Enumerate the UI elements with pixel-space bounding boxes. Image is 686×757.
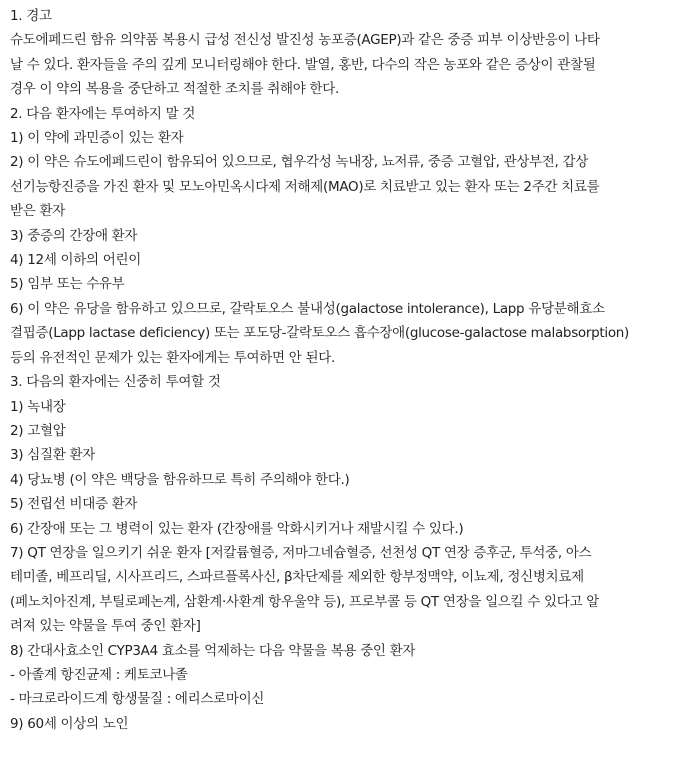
list-item: 3) 심질환 환자: [10, 447, 95, 464]
section-heading-warning: 1. 경고: [10, 8, 52, 24]
list-item: 9) 60세 이상의 노인: [10, 715, 129, 732]
list-item: 2) 고혈압: [10, 422, 66, 439]
sub-list-item: - 아졸계 항진균제 : 케토코나졸: [10, 666, 188, 683]
list-item: 6) 간장애 또는 그 병력이 있는 환자 (간장애를 악화시키거나 재발시킬 수 있다.): [10, 520, 464, 537]
list-item: 8) 간대사효소인 CYP3A4 효소를 억제하는 다음 약물을 복용 중인 환자: [10, 642, 416, 659]
list-item-continuation: 결핍증(Lapp lactase deficiency) 또는 포도당-갈락토오스 흡수장애(glucose-galactose malabsorption): [10, 325, 630, 342]
section-heading-caution: 3. 다음의 환자에는 신중히 투여할 것: [10, 374, 221, 391]
list-item-continuation: 받은 환자: [10, 203, 65, 220]
paragraph-line: 슈도에페드린 함유 의약품 복용시 급성 전신성 발진성 농포증(AGEP)과 같은 중증 피부 이상반응이 나타: [10, 32, 600, 49]
list-item: 3) 중증의 간장애 환자: [10, 227, 138, 244]
list-item: 1) 녹내장: [10, 398, 66, 415]
list-item-continuation: 등의 유전적인 문제가 있는 환자에게는 투여하면 안 된다.: [10, 349, 335, 366]
list-item: 5) 전립선 비대증 환자: [10, 496, 138, 513]
list-item: 7) QT 연장을 일으키기 쉬운 환자 [저칼륨혈증, 저마그네슘혈증, 선천성 QT 연장 증후군, 투석중, 아스: [10, 544, 592, 561]
list-item-continuation: 선기능항진증을 가진 환자 및 모노아민옥시다제 저해제(MAO)로 치료받고 있는 환자 또는 2주간 치료를: [10, 178, 600, 195]
sub-list-item: - 마크로라이드계 항생물질 : 에리스로마이신: [10, 691, 265, 708]
list-item-continuation: 테미졸, 베프리딜, 시사프리드, 스파르플록사신, β차단제를 제외한 항부정맥약, 이뇨제, 정신병치료제: [10, 569, 584, 586]
list-item-continuation: 려져 있는 약물을 투여 중인 환자]: [10, 618, 201, 635]
list-item: 4) 당뇨병 (이 약은 백당을 함유하므로 특히 주의해야 한다.): [10, 471, 350, 488]
list-item: 6) 이 약은 유당을 함유하고 있으므로, 갈락토오스 불내성(galactose intolerance), Lapp 유당분해효소: [10, 300, 605, 317]
paragraph-line: 날 수 있다. 환자들을 주의 깊게 모니터링해야 한다. 발열, 홍반, 다수의 작은 농포와 같은 증상이 관찰될: [10, 56, 596, 73]
list-item-continuation: (페노치아진계, 부틸로페논계, 삼환계·사환계 항우울약 등), 프로부콜 등 QT 연장을 일으킬 수 있다고 알: [10, 593, 599, 610]
list-item: 2) 이 약은 슈도에페드린이 함유되어 있으므로, 협우각성 녹내장, 뇨저류, 중증 고혈압, 관상부전, 갑상: [10, 154, 589, 171]
list-item: 5) 임부 또는 수유부: [10, 276, 125, 293]
paragraph-line: 경우 이 약의 복용을 중단하고 적절한 조치를 취해야 한다.: [10, 81, 339, 98]
list-item: 4) 12세 이하의 어린이: [10, 252, 141, 269]
list-item: 1) 이 약에 과민증이 있는 환자: [10, 130, 184, 147]
section-heading-contraindications: 2. 다음 환자에는 투여하지 말 것: [10, 105, 196, 122]
